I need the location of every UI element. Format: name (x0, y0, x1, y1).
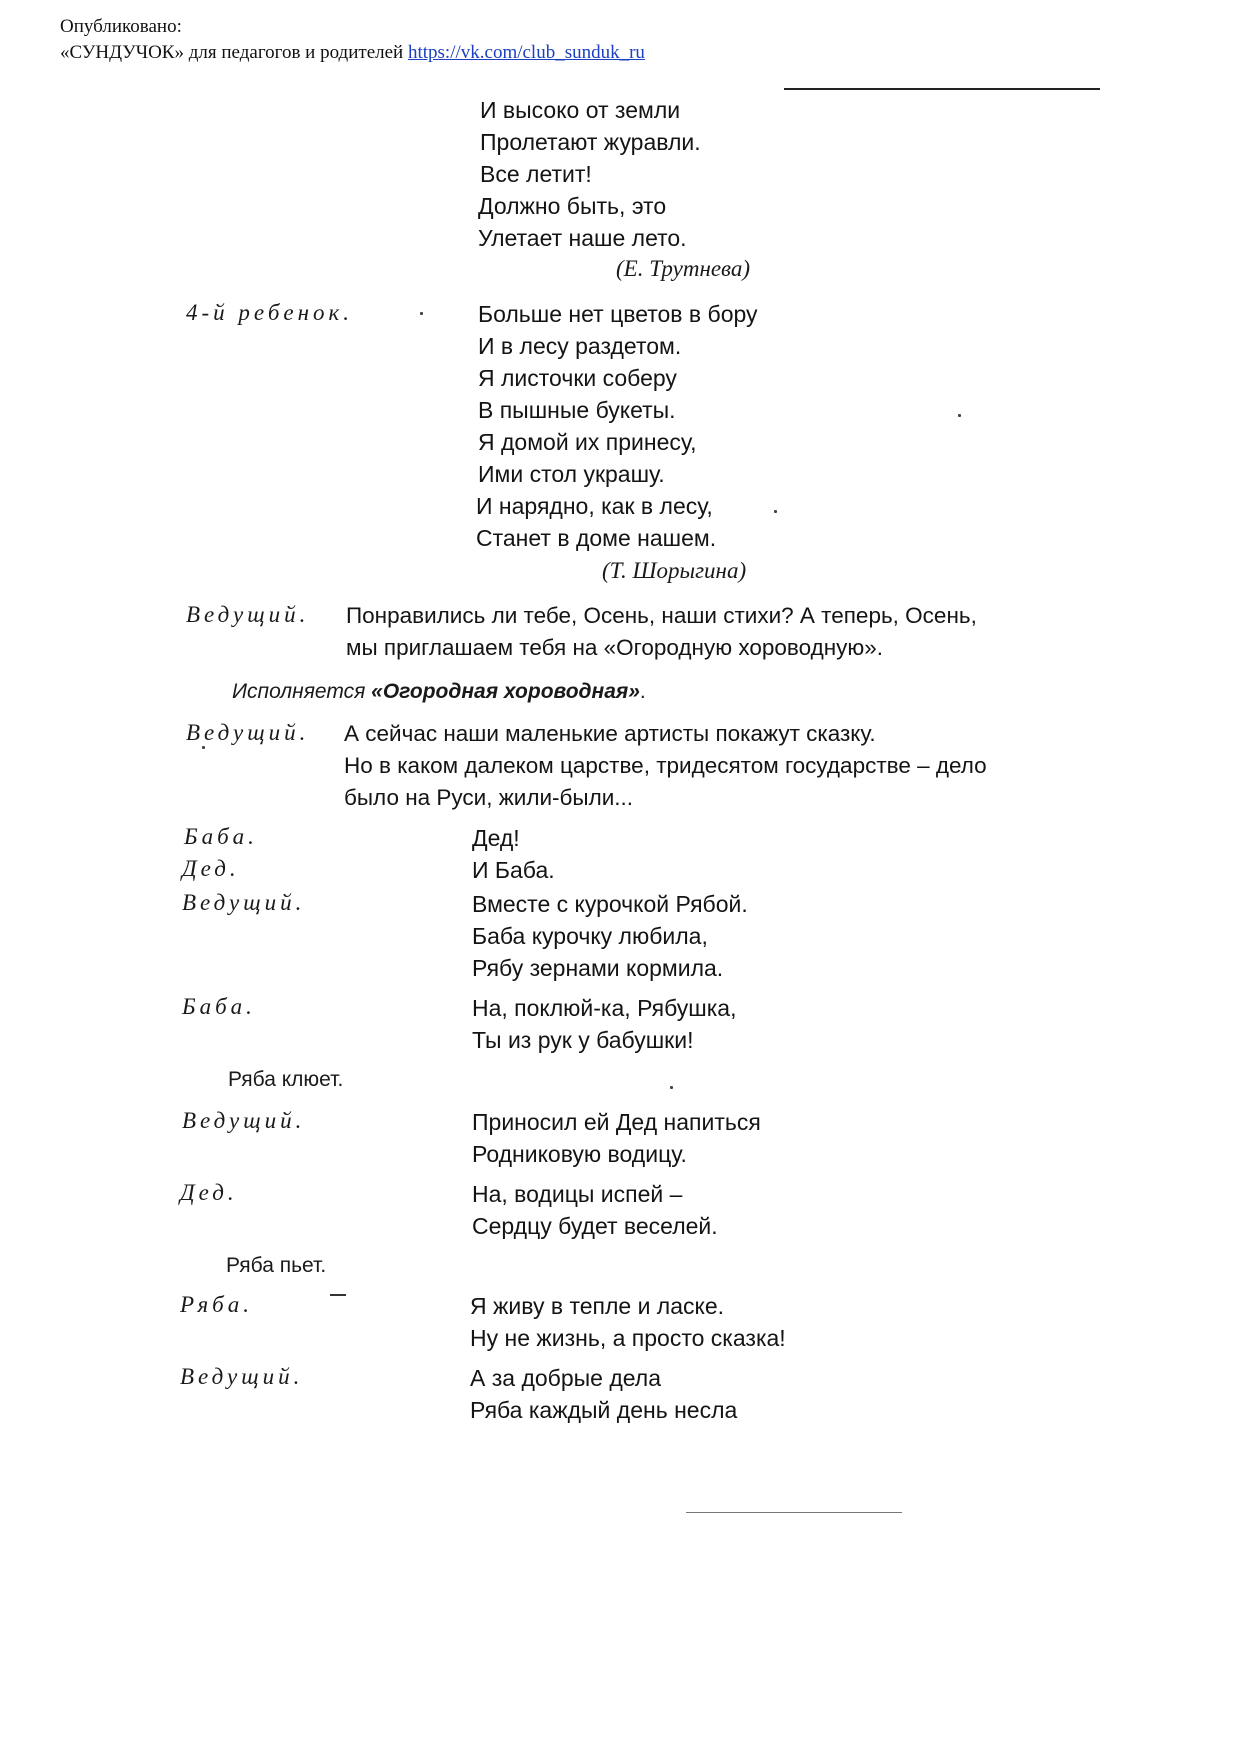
stage-direction: Ряба пьет. (226, 1254, 327, 1277)
speaker-role: Ведущий. (186, 720, 310, 745)
poem-line: И в лесу раздетом. (478, 333, 682, 359)
dialog-line: мы приглашаем тебя на «Огородную хороводную». (346, 635, 884, 660)
published-label: Опубликовано: (60, 16, 182, 37)
dialog-line: было на Руси, жили-были... (344, 785, 634, 810)
dialog-line: Понравились ли тебе, Осень, наши стихи? А теперь, Осень, (346, 603, 977, 628)
speaker-role: Дед. (180, 1180, 238, 1205)
speaker-role: Ведущий. (180, 1364, 304, 1389)
publisher-name: «СУНДУЧОК» для педагогов и родителей (60, 42, 408, 63)
speaker-role: Ведущий. (186, 602, 310, 627)
stage-suffix: . (639, 680, 646, 703)
dialog-line: Ты из рук у бабушки! (472, 1027, 694, 1053)
dialog-line: Ну не жизнь, а просто сказка! (470, 1325, 786, 1351)
stage-direction (232, 680, 646, 704)
publisher-link[interactable]: https://vk.com/club_sunduk_ru (407, 42, 645, 63)
poem-line: Должно быть, это (478, 193, 667, 219)
scan-dotted-line (686, 1512, 902, 1513)
poem-line: Ими стол украшу. (478, 461, 665, 487)
dialog-line: Родниковую водицу. (472, 1141, 687, 1167)
poem-line: Все летит! (480, 161, 592, 187)
dialog-line: А сейчас наши маленькие артисты покажут сказку. (344, 721, 876, 746)
speaker-role: Ведущий. (182, 890, 306, 915)
dialog-line: И Баба. (472, 857, 555, 883)
speaker-role: Баба. (182, 994, 256, 1019)
poem-author: (Е. Трутнева) (616, 256, 751, 281)
stage-prefix: Исполняется (232, 680, 372, 703)
dialog-line: Приносил ей Дед напиться (472, 1109, 761, 1135)
stage-direction: Ряба клюет. (228, 1068, 344, 1091)
dialog-line: Я живу в тепле и ласке. (470, 1293, 725, 1319)
dialog-line: На, поклюй-ка, Рябушка, (472, 995, 737, 1021)
scan-mark (330, 1294, 346, 1296)
dialog-line: Сердцу будет веселей. (472, 1213, 718, 1239)
scan-speck (774, 510, 777, 513)
speaker-role: Дед. (182, 856, 240, 881)
speaker-role: Баба. (184, 824, 258, 849)
poem-line: Улетает наше лето. (478, 225, 687, 251)
dialog-line: Дед! (472, 825, 520, 851)
scan-speck (420, 312, 423, 315)
poem-line: Пролетают журавли. (480, 129, 701, 155)
speaker-role: 4-й ребенок. (186, 300, 354, 325)
publisher-line (60, 40, 645, 66)
speaker-role: Ведущий. (182, 1108, 306, 1133)
dialog-line: На, водицы испей – (472, 1181, 683, 1207)
poem-line: Больше нет цветов в бору (478, 301, 758, 327)
poem-line: Я листочки соберу (478, 365, 677, 391)
poem-line: Станет в доме нашем. (476, 525, 717, 551)
poem-author: (Т. Шорыгина) (602, 558, 747, 583)
publication-header (60, 14, 645, 66)
poem-line: Я домой их принесу, (478, 429, 697, 455)
dialog-line: А за добрые дела (470, 1365, 662, 1391)
poem-line: И нарядно, как в лесу, (476, 493, 713, 519)
dialog-line: Вместе с курочкой Рябой. (472, 891, 748, 917)
dialog-line: Ряба каждый день несла (470, 1397, 738, 1423)
scan-speck (958, 414, 961, 417)
poem-line: И высоко от земли (480, 97, 681, 123)
dialog-line: Баба курочку любила, (472, 923, 708, 949)
scan-speck (202, 746, 205, 749)
top-rule (790, 88, 1100, 90)
dialog-line: Но в каком далеком царстве, тридесятом государстве – дело (344, 753, 987, 778)
dialog-line: Рябу зернами кормила. (472, 955, 724, 981)
speaker-role: Ряба. (180, 1292, 253, 1317)
scan-speck (670, 1086, 673, 1089)
stage-song-title: «Огородная хороводная» (371, 680, 640, 703)
poem-line: В пышные букеты. (478, 397, 676, 423)
